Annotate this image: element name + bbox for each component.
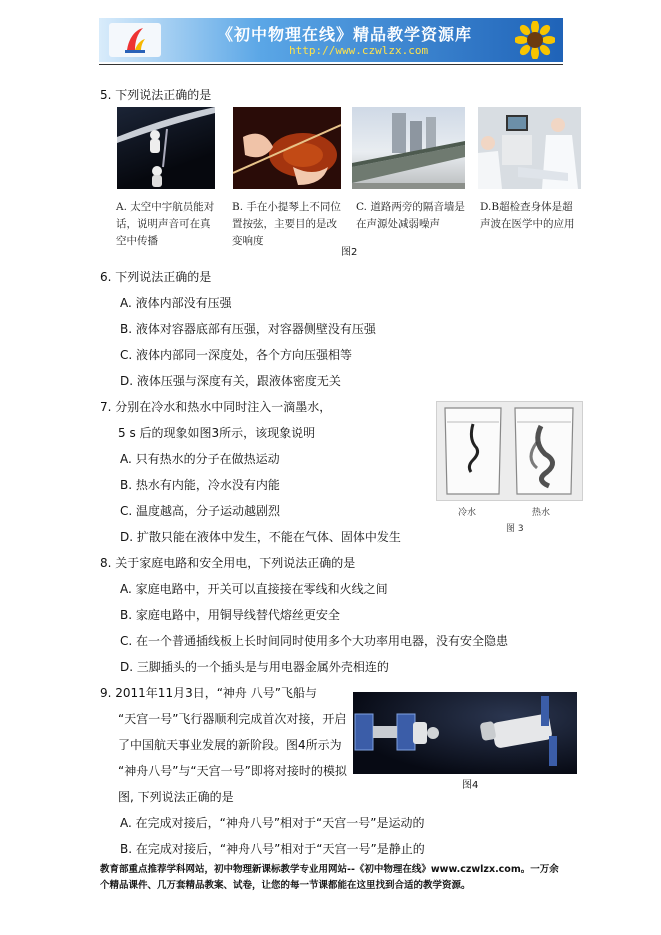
violin-icon bbox=[233, 107, 341, 189]
q5-photo-b bbox=[233, 107, 341, 189]
q9-option-a: A. 在完成对接后，“神舟八号”相对于“天宫一号”是运动的 bbox=[120, 816, 425, 830]
q9-line-2: “天宫一号”飞行器顺利完成首次对接，开启 bbox=[118, 712, 347, 726]
q5-stem: 5. 下列说法正确的是 bbox=[100, 88, 212, 102]
q7-stem-line2: 5 s 后的现象如图3所示，该现象说明 bbox=[118, 426, 316, 440]
banner-url[interactable]: http://www.czwlzx.com bbox=[289, 44, 429, 57]
q5-caption-c: C. 道路两旁的隔音墙是在声源处减弱噪声 bbox=[356, 201, 465, 230]
q5-figure-label: 图2 bbox=[341, 247, 358, 258]
q6-option-b: B. 液体对容器底部有压强，对容器侧壁没有压强 bbox=[120, 322, 376, 336]
q7-option-a: A. 只有热水的分子在做热运动 bbox=[120, 452, 280, 466]
q7-stem-line1: 7. 分别在冷水和热水中同时注入一滴墨水， bbox=[100, 400, 332, 414]
q7-option-d: D. 扩散只能在液体中发生，不能在气体、固体中发生 bbox=[120, 530, 401, 544]
q6-option-c: C. 液体内部同一深度处，各个方向压强相等 bbox=[120, 348, 353, 362]
q7-option-c: C. 温度越高，分子运动越剧烈 bbox=[120, 504, 281, 518]
ultrasound-icon bbox=[478, 107, 581, 189]
beaker-label-hot: 热水 bbox=[532, 508, 551, 518]
sunflower-icon bbox=[515, 21, 555, 59]
banner-title: 《初中物理在线》精品教学资源库 bbox=[217, 25, 473, 44]
q6-option-d: D. 液体压强与深度有关，跟液体密度无关 bbox=[120, 374, 341, 388]
q5-photo-c bbox=[352, 107, 465, 189]
q9-option-b: B. 在完成对接后，“神舟八号”相对于“天宫一号”是静止的 bbox=[120, 842, 425, 856]
q6-stem: 6. 下列说法正确的是 bbox=[100, 270, 212, 284]
q5-caption-a: A. 太空中宇航员能对话，说明声音可在真空中传播 bbox=[116, 201, 215, 247]
q9-figure-label: 图4 bbox=[462, 780, 479, 791]
q6-option-a: A. 液体内部没有压强 bbox=[120, 296, 232, 310]
q8-option-d: D. 三脚插头的一个插头是与用电器金属外壳相连的 bbox=[120, 660, 389, 674]
q9-line-4: “神舟八号”与“天宫一号”即将对接时的模拟 bbox=[118, 764, 347, 778]
logo-icon bbox=[123, 26, 147, 54]
q5-photo-d bbox=[478, 107, 581, 189]
header-banner bbox=[99, 18, 563, 62]
q7-option-b: B. 热水有内能，冷水没有内能 bbox=[120, 478, 280, 492]
beaker-label-cold: 冷水 bbox=[458, 508, 477, 518]
q8-option-c: C. 在一个普通插线板上长时间同时使用多个大功率用电器，没有安全隐患 bbox=[120, 634, 509, 648]
q7-figure-label: 图 3 bbox=[506, 524, 524, 534]
q9-line-1: 9. 2011年11月3日，“神舟 八号”飞船与 bbox=[100, 686, 317, 700]
q8-stem: 8. 关于家庭电路和安全用电，下列说法正确的是 bbox=[100, 556, 356, 570]
q5-photo-a bbox=[117, 107, 215, 189]
q8-option-a: A. 家庭电路中，开关可以直接接在零线和火线之间 bbox=[120, 582, 388, 596]
footer-line-2: 个精品课件、几万套精品教案、试卷，让您的每一节课都能在这里找到合适的教学资源。 bbox=[100, 880, 471, 891]
q9-line-5: 图, 下列说法正确的是 bbox=[118, 790, 234, 804]
q9-line-3: 了中国航天事业发展的新阶段。图4所示为 bbox=[118, 738, 342, 752]
spacecraft-icon bbox=[353, 692, 577, 774]
q8-option-b: B. 家庭电路中，用铜导线替代熔丝更安全 bbox=[120, 608, 340, 622]
astronaut-icon bbox=[117, 107, 215, 189]
footer-line-1: 教育部重点推荐学科网站，初中物理新课标教学专业用网站--《初中物理在线》www.czwlzx.com。一万余 bbox=[100, 864, 559, 875]
sound-barrier-icon bbox=[352, 107, 465, 189]
header-divider bbox=[99, 64, 563, 65]
q9-figure-spacecraft bbox=[353, 692, 577, 774]
q5-caption-b: B. 手在小提琴上不同位置按弦，主要目的是改变响度 bbox=[232, 201, 341, 247]
q5-caption-d: D.B超检查身体是超声波在医学中的应用 bbox=[480, 201, 575, 230]
site-logo bbox=[109, 23, 161, 57]
beakers-icon bbox=[437, 402, 582, 500]
q7-figure-beakers bbox=[436, 401, 583, 501]
